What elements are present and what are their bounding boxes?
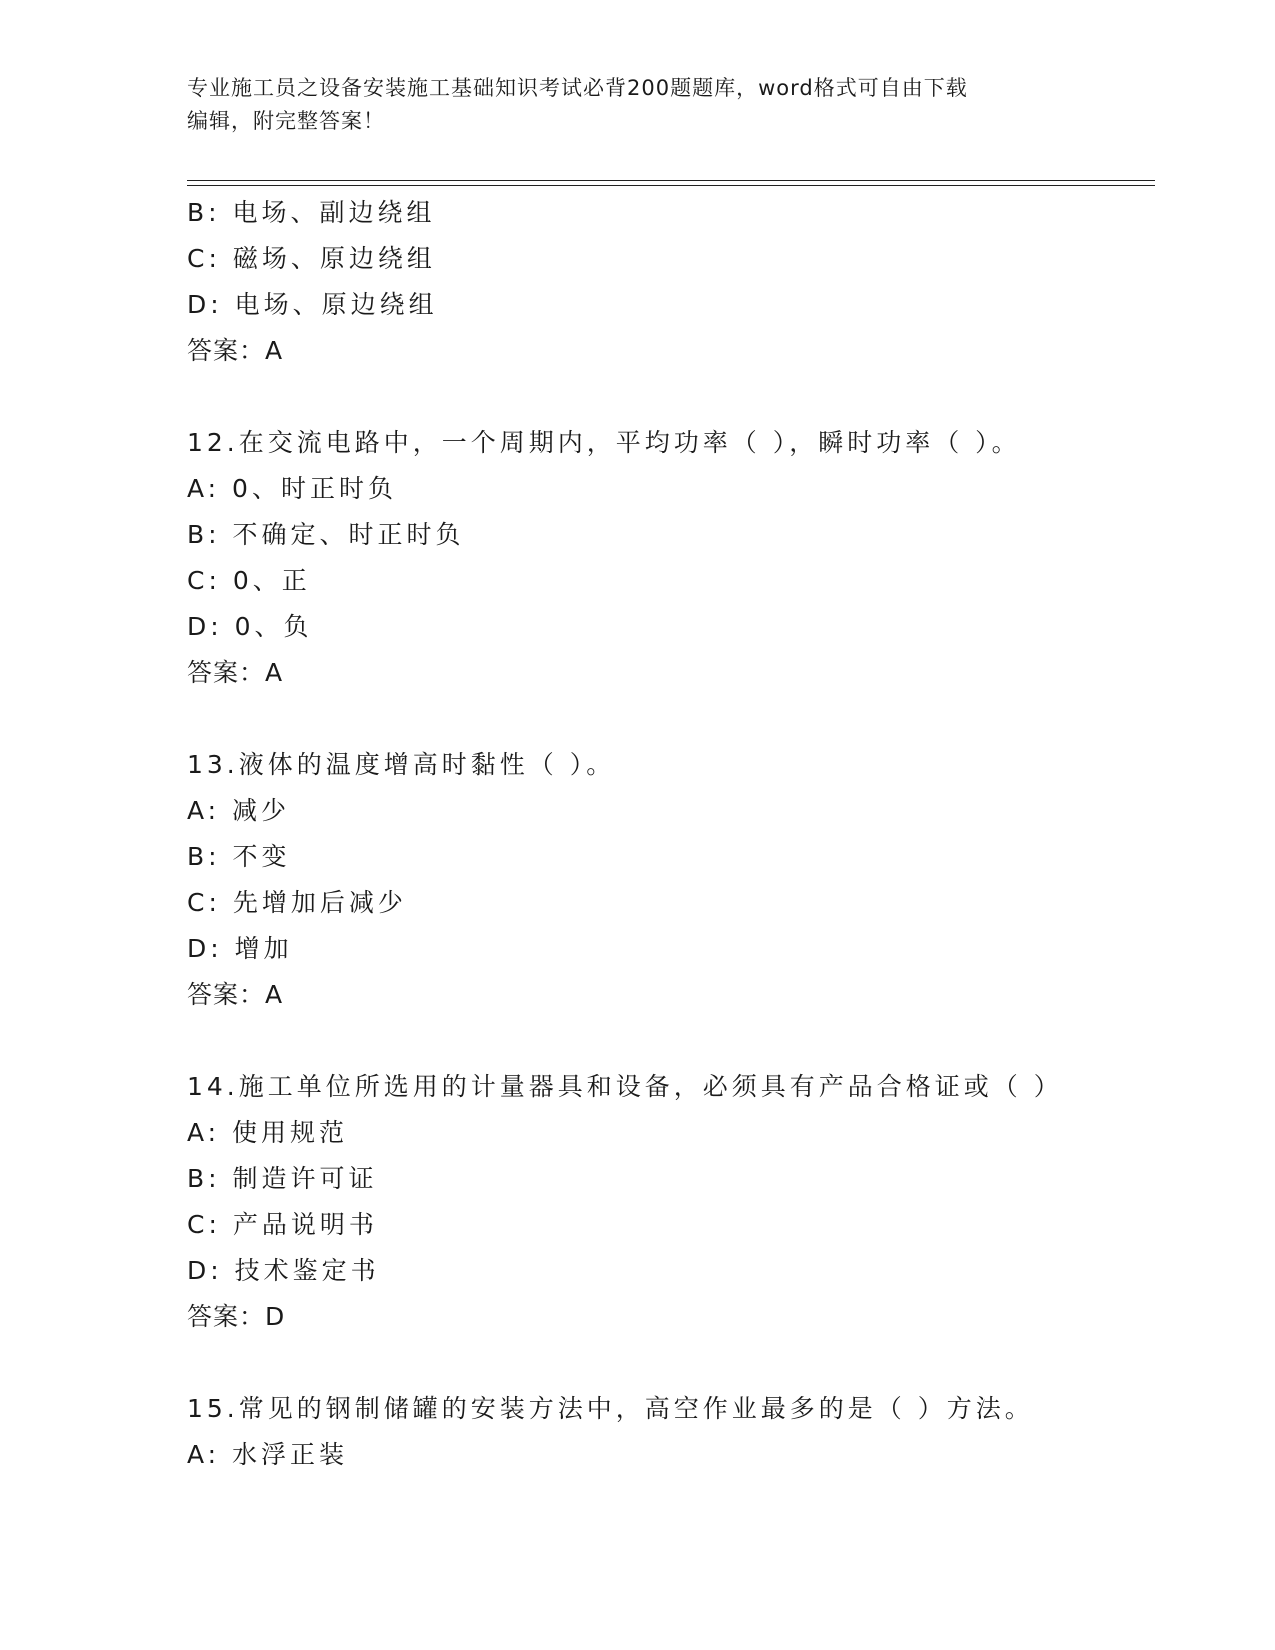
option-a: A: 使用规范 xyxy=(187,1118,349,1147)
answer-label: 答案：A xyxy=(187,658,284,687)
option-b: B: 不确定、时正时负 xyxy=(187,520,465,549)
question-14 xyxy=(187,1064,1147,1340)
option-c: C: 先增加后减少 xyxy=(187,888,407,917)
answer-label: 答案：A xyxy=(187,980,284,1009)
option-b: B: 制造许可证 xyxy=(187,1164,378,1193)
option-d: D: 技术鉴定书 xyxy=(187,1256,380,1285)
header-line-2: 编辑，附完整答案！ xyxy=(187,109,385,133)
question-stem: 13.液体的温度增高时黏性（ ）。 xyxy=(187,750,616,779)
question-stem: 14.施工单位所选用的计量器具和设备，必须具有产品合格证或（ ） xyxy=(187,1072,1063,1101)
option-d: D: 增加 xyxy=(187,934,293,963)
option-a: A: 水浮正装 xyxy=(187,1440,349,1469)
question-11-continuation xyxy=(187,190,1147,374)
option-d: D: 0、负 xyxy=(187,612,313,641)
question-stem: 15.常见的钢制储罐的安装方法中，高空作业最多的是（ ）方法。 xyxy=(187,1394,1034,1423)
question-list xyxy=(187,190,1147,1478)
option-b: B: 电场、副边绕组 xyxy=(187,198,436,227)
document-header xyxy=(187,72,1067,138)
header-line-1: 专业施工员之设备安装施工基础知识考试必背200题题库，word格式可自由下载 xyxy=(187,76,968,100)
answer-label: 答案：D xyxy=(187,1302,286,1331)
option-a: A: 0、时正时负 xyxy=(187,474,397,503)
option-c: C: 0、正 xyxy=(187,566,311,595)
question-15 xyxy=(187,1386,1147,1478)
option-b: B: 不变 xyxy=(187,842,291,871)
question-13 xyxy=(187,742,1147,1018)
header-divider-bottom xyxy=(187,185,1155,186)
option-c: C: 磁场、原边绕组 xyxy=(187,244,436,273)
answer-label: 答案：A xyxy=(187,336,284,365)
option-a: A: 减少 xyxy=(187,796,291,825)
question-12 xyxy=(187,420,1147,696)
option-d: D: 电场、原边绕组 xyxy=(187,290,438,319)
option-c: C: 产品说明书 xyxy=(187,1210,378,1239)
question-stem: 12.在交流电路中，一个周期内，平均功率（ ），瞬时功率（ ）。 xyxy=(187,428,1021,457)
header-divider-top xyxy=(187,180,1155,181)
